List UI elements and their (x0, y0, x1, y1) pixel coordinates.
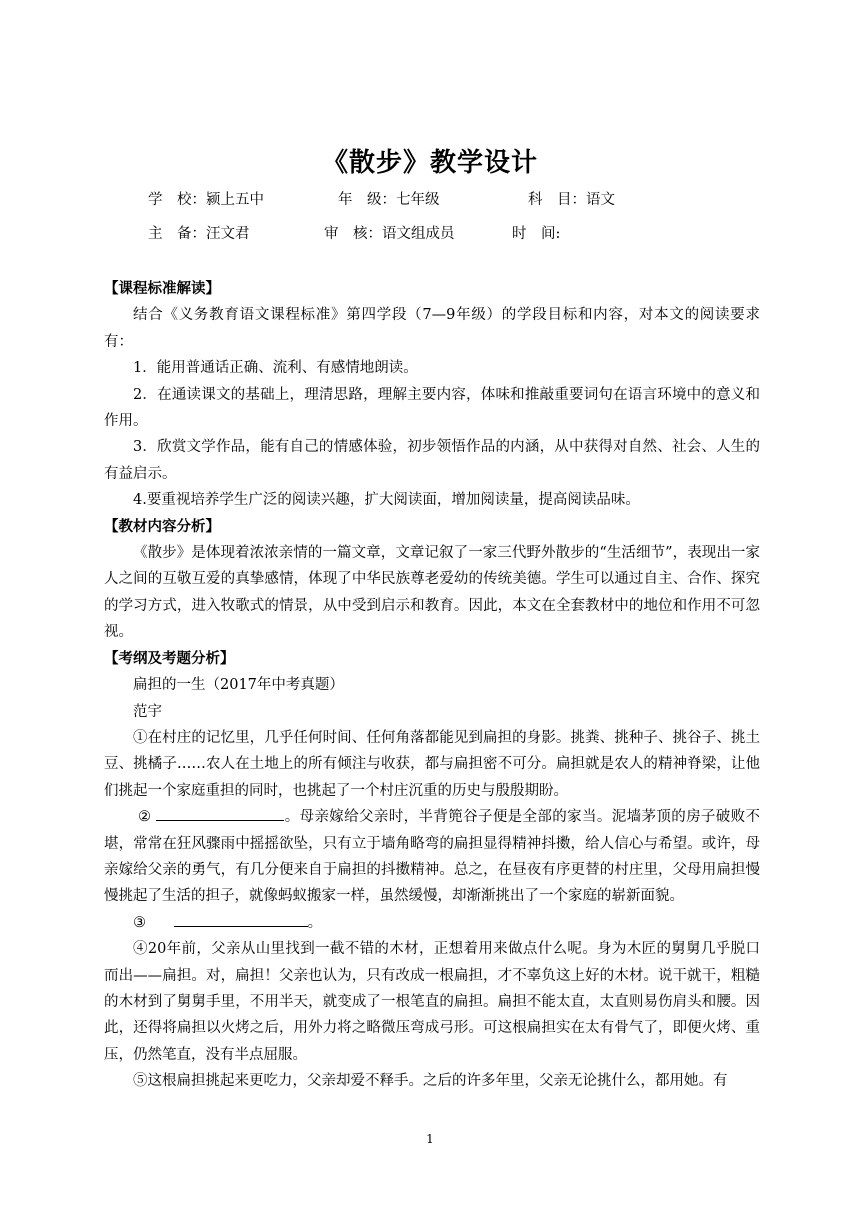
list-item: 3．欣赏文学作品，能有自己的情感体验，初步领悟作品的内涵，从中获得对自然、社会、人生的有益启示。 (104, 439, 760, 482)
paragraph-with-blank: ② 。母亲嫁给父亲时，半背篼谷子便是全部的家当。泥墙茅顶的房子破败不堪，常常在狂风骤雨中摇摇欲坠，只有立于墙角略弯的扁担显得精神抖擞，给人信心与希望。或许，母亲嫁给父亲的勇气，有几分便来自于扁担的抖擞精神。总之，在昼夜有序更替的村庄里，父母用扁担慢慢挑起了生活的担子，就像蚂蚁搬家一样，虽然缓慢，却渐渐挑出了一个家庭的崭新面貌。 (104, 804, 760, 910)
meta-preparer: 主 备：汪文君 (148, 226, 250, 242)
fill-in-blank (156, 805, 284, 821)
paragraph: 《散步》是体现着浓浓亲情的一篇文章，文章记叙了一家三代野外散步的“生活细节”，表现出一家人之间的互敬互爱的真挚感情，体现了中华民族尊老爱幼的传统美德。学生可以通过自主、合作、探究的学习方式，进入牧歌式的情景，从中受到启示和教育。因此，本文在全套教材中的地位和作用不可忽视。 (104, 545, 760, 641)
list-item: 1．能用普通话正确、流利、有感情地朗读。 (133, 360, 418, 377)
meta-subject: 科 目：语文 (528, 192, 615, 208)
section-heading: 【教材内容分析】 (104, 517, 220, 535)
paragraph: 结合《义务教育语文课程标准》第四学段（7—9年级）的学段目标和内容，对本文的阅读要求有： (104, 307, 760, 350)
list-item: 2．在通读课文的基础上，理清思路，理解主要内容，体味和推敲重要词句在语言环境中的意义和作用。 (104, 386, 760, 430)
document-title: 《散步》教学设计 (321, 148, 538, 178)
page-number: 1 (426, 1132, 434, 1146)
meta-time: 时 间: (512, 226, 561, 242)
paragraph-with-blank: ③ 。 (104, 910, 760, 936)
article-title: 扁担的一生（2017年中考真题） (133, 677, 344, 694)
article-author: 范宇 (133, 703, 162, 720)
fill-in-blank (174, 911, 308, 927)
meta-reviewer: 审 核：语文组成员 (324, 226, 455, 242)
paragraph: ④20年前，父亲从山里找到一截不错的木材，正想着用来做点什么呢。身为木匠的舅舅几乎脱口而出——扁担。对，扁担！父亲也认为，只有改成一根扁担，才不辜负这上好的木材。说干就干，粗糙的木材到了舅舅手里，不用半天，就变成了一根笔直的扁担。扁担不能太直，太直则易伤肩头和腰。因此，还得将扁担以火烤之后，用外力将之略微压弯成弓形。可这根扁担实在太有骨气了，即便火烤、重压，仍然笔直，没有半点屈服。 (104, 941, 760, 1063)
paragraph: ①在村庄的记忆里，几乎任何时间、任何角落都能见到扁担的身影。挑粪、挑种子、挑谷子、挑土豆、挑橘子……农人在土地上的所有倾注与收获，都与扁担密不可分。扁担就是农人的精神脊梁，让他们挑起一个家庭重担的同时，也挑起了一个村庄沉重的历史与殷殷期盼。 (104, 729, 760, 799)
document-body (104, 276, 760, 1095)
meta-school: 学 校：颍上五中 (148, 192, 264, 208)
list-item: 4.要重视培养学生广泛的阅读兴趣，扩大阅读面，增加阅读量，提高阅读品味。 (133, 492, 640, 509)
section-heading: 【课程标准解读】 (104, 280, 220, 297)
meta-row-2 (148, 222, 560, 243)
meta-row-1 (148, 188, 615, 209)
section-heading: 【考纲及考题分析】 (104, 649, 235, 667)
paragraph: ⑤这根扁担挑起来更吃力，父亲却爱不释手。之后的许多年里，父亲无论挑什么，都用她。有 (133, 1073, 728, 1090)
meta-grade: 年 级：七年级 (338, 192, 440, 208)
